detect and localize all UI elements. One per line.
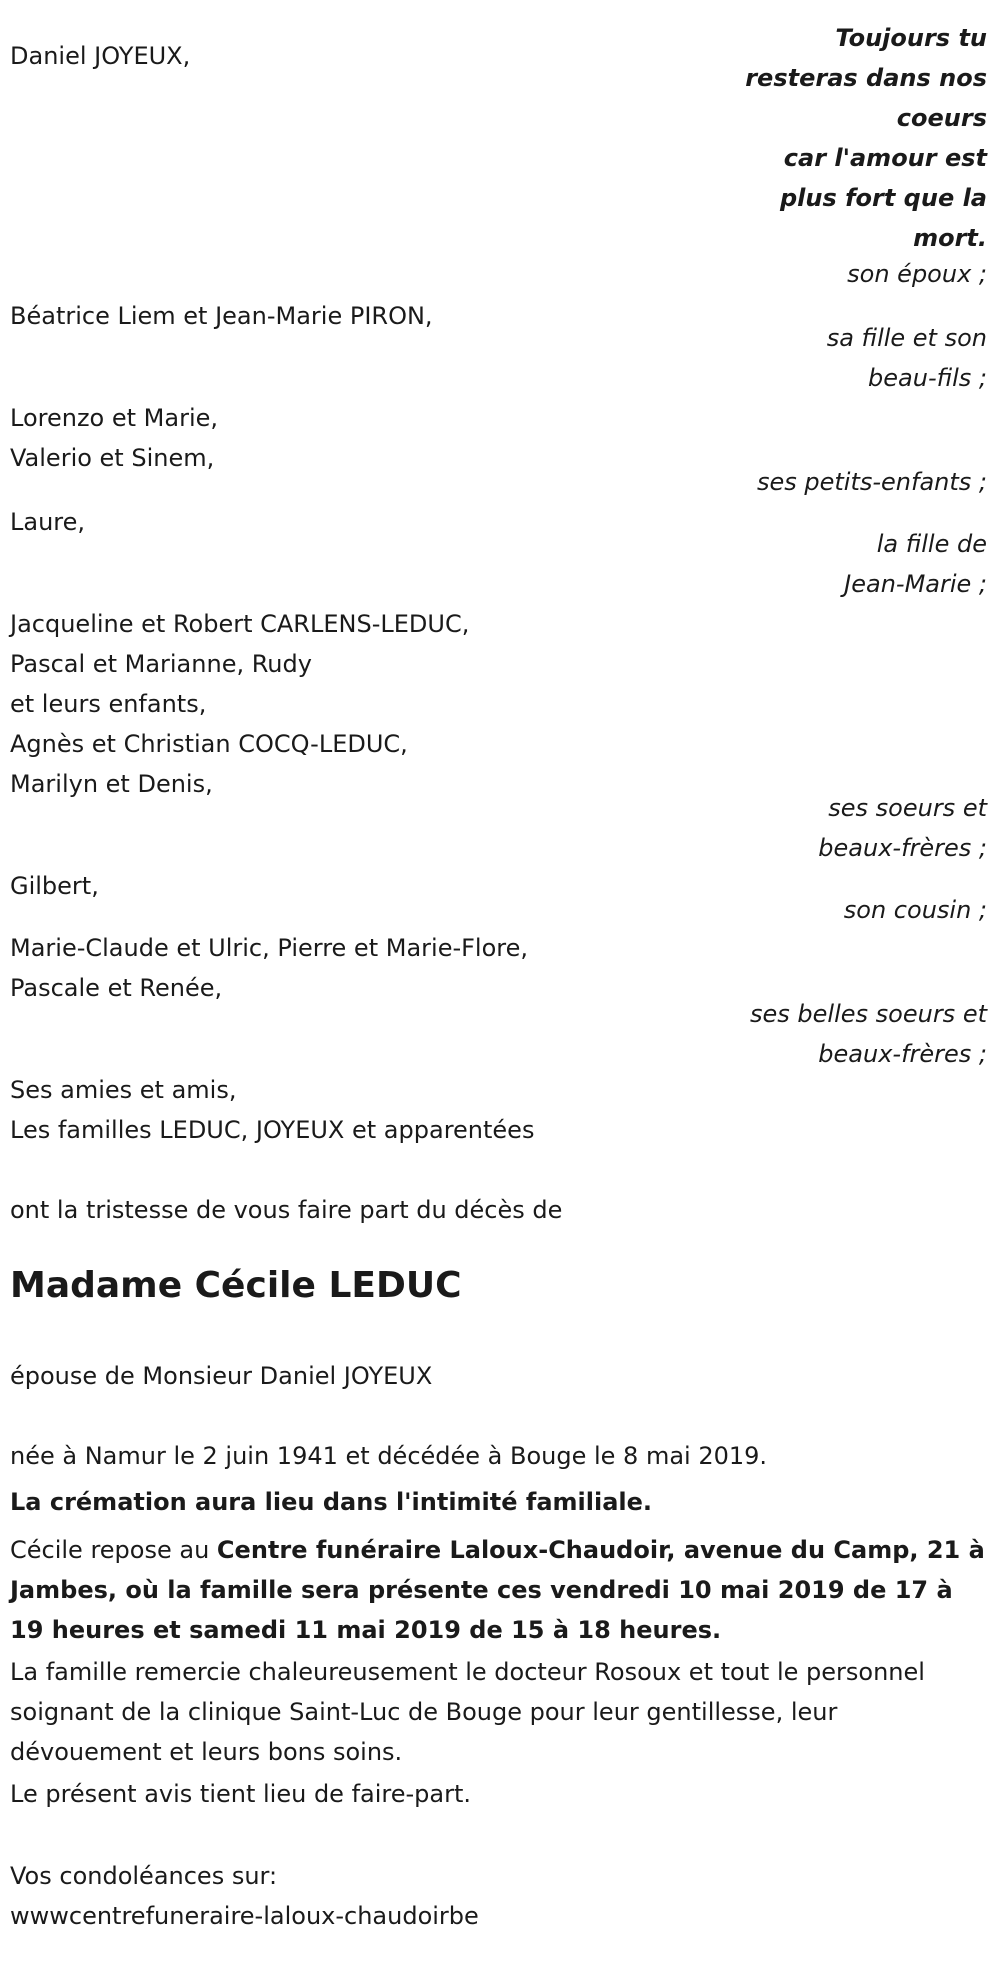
repose-details: Centre funéraire Laloux-Chaudoir, avenue du Camp, 21 à Jambes, où la famille sera présente ces vendredi 10 mai 2019 de 17 à 19 heures et samedi 11 mai 2019 de 15 à 18 heures. (10, 1536, 985, 1644)
spouse-line: épouse de Monsieur Daniel JOYEUX (10, 1362, 433, 1390)
family-name-line: Agnès et Christian COCQ-LEDUC, (10, 730, 408, 758)
quote-line: Toujours tu (835, 24, 987, 52)
quote-line: mort. (913, 224, 987, 252)
repose-paragraph (10, 1530, 990, 1650)
family-name-line: et leurs enfants, (10, 690, 207, 718)
family-relation: beaux-frères ; (818, 834, 987, 862)
quote-line: coeurs (896, 104, 987, 132)
family-name-line: Lorenzo et Marie, (10, 404, 219, 432)
deceased-name: Madame Cécile LEDUC (10, 1265, 462, 1306)
family-name-line: Pascal et Marianne, Rudy (10, 650, 312, 678)
family-name-line: Valerio et Sinem, (10, 444, 215, 472)
birth-death-line: née à Namur le 2 juin 1941 et décédée à Bouge le 8 mai 2019. (10, 1442, 768, 1470)
family-relation: beau-fils ; (868, 364, 987, 392)
family-name-line: Daniel JOYEUX, (10, 42, 191, 70)
family-relation: la fille de (876, 530, 987, 558)
family-name-line: Laure, (10, 508, 86, 536)
cremation-line: La crémation aura lieu dans l'intimité familiale. (10, 1488, 653, 1516)
announcement-text: ont la tristesse de vous faire part du décès de (10, 1196, 563, 1224)
quote-line: car l'amour est (783, 144, 987, 172)
family-relation: son cousin ; (843, 896, 987, 924)
friends-line: Les familles LEDUC, JOYEUX et apparentées (10, 1116, 535, 1144)
quote-line: plus fort que la (779, 184, 987, 212)
family-relation: ses petits-enfants ; (756, 468, 987, 496)
family-name-line: Marilyn et Denis, (10, 770, 213, 798)
family-relation: son époux ; (847, 260, 987, 288)
family-name-line: Gilbert, (10, 872, 99, 900)
family-name-line: Jacqueline et Robert CARLENS-LEDUC, (10, 610, 470, 638)
faire-part-line: Le présent avis tient lieu de faire-part. (10, 1780, 472, 1808)
family-relation: ses soeurs et (828, 794, 987, 822)
repose-intro: Cécile repose au (10, 1536, 217, 1564)
family-relation: sa fille et son (826, 324, 987, 352)
family-relation: Jean-Marie ; (844, 570, 987, 598)
family-relation: ses belles soeurs et (750, 1000, 987, 1028)
condolences-label: Vos condoléances sur: (10, 1862, 278, 1890)
family-name-line: Béatrice Liem et Jean-Marie PIRON, (10, 302, 433, 330)
friends-line: Ses amies et amis, (10, 1076, 237, 1104)
quote-line: resteras dans nos (745, 64, 987, 92)
family-name-line: Marie-Claude et Ulric, Pierre et Marie-Flore, (10, 934, 529, 962)
thanks-paragraph: La famille remercie chaleureusement le docteur Rosoux et tout le personnel soignant de la clinique Saint-Luc de Bouge pour leur gentillesse, leur dévouement et leurs bons soins. (10, 1658, 925, 1766)
family-name-line: Pascale et Renée, (10, 974, 223, 1002)
condolences-site: wwwcentrefuneraire-laloux-chaudoirbe (10, 1902, 479, 1930)
family-relation: beaux-frères ; (818, 1040, 987, 1068)
